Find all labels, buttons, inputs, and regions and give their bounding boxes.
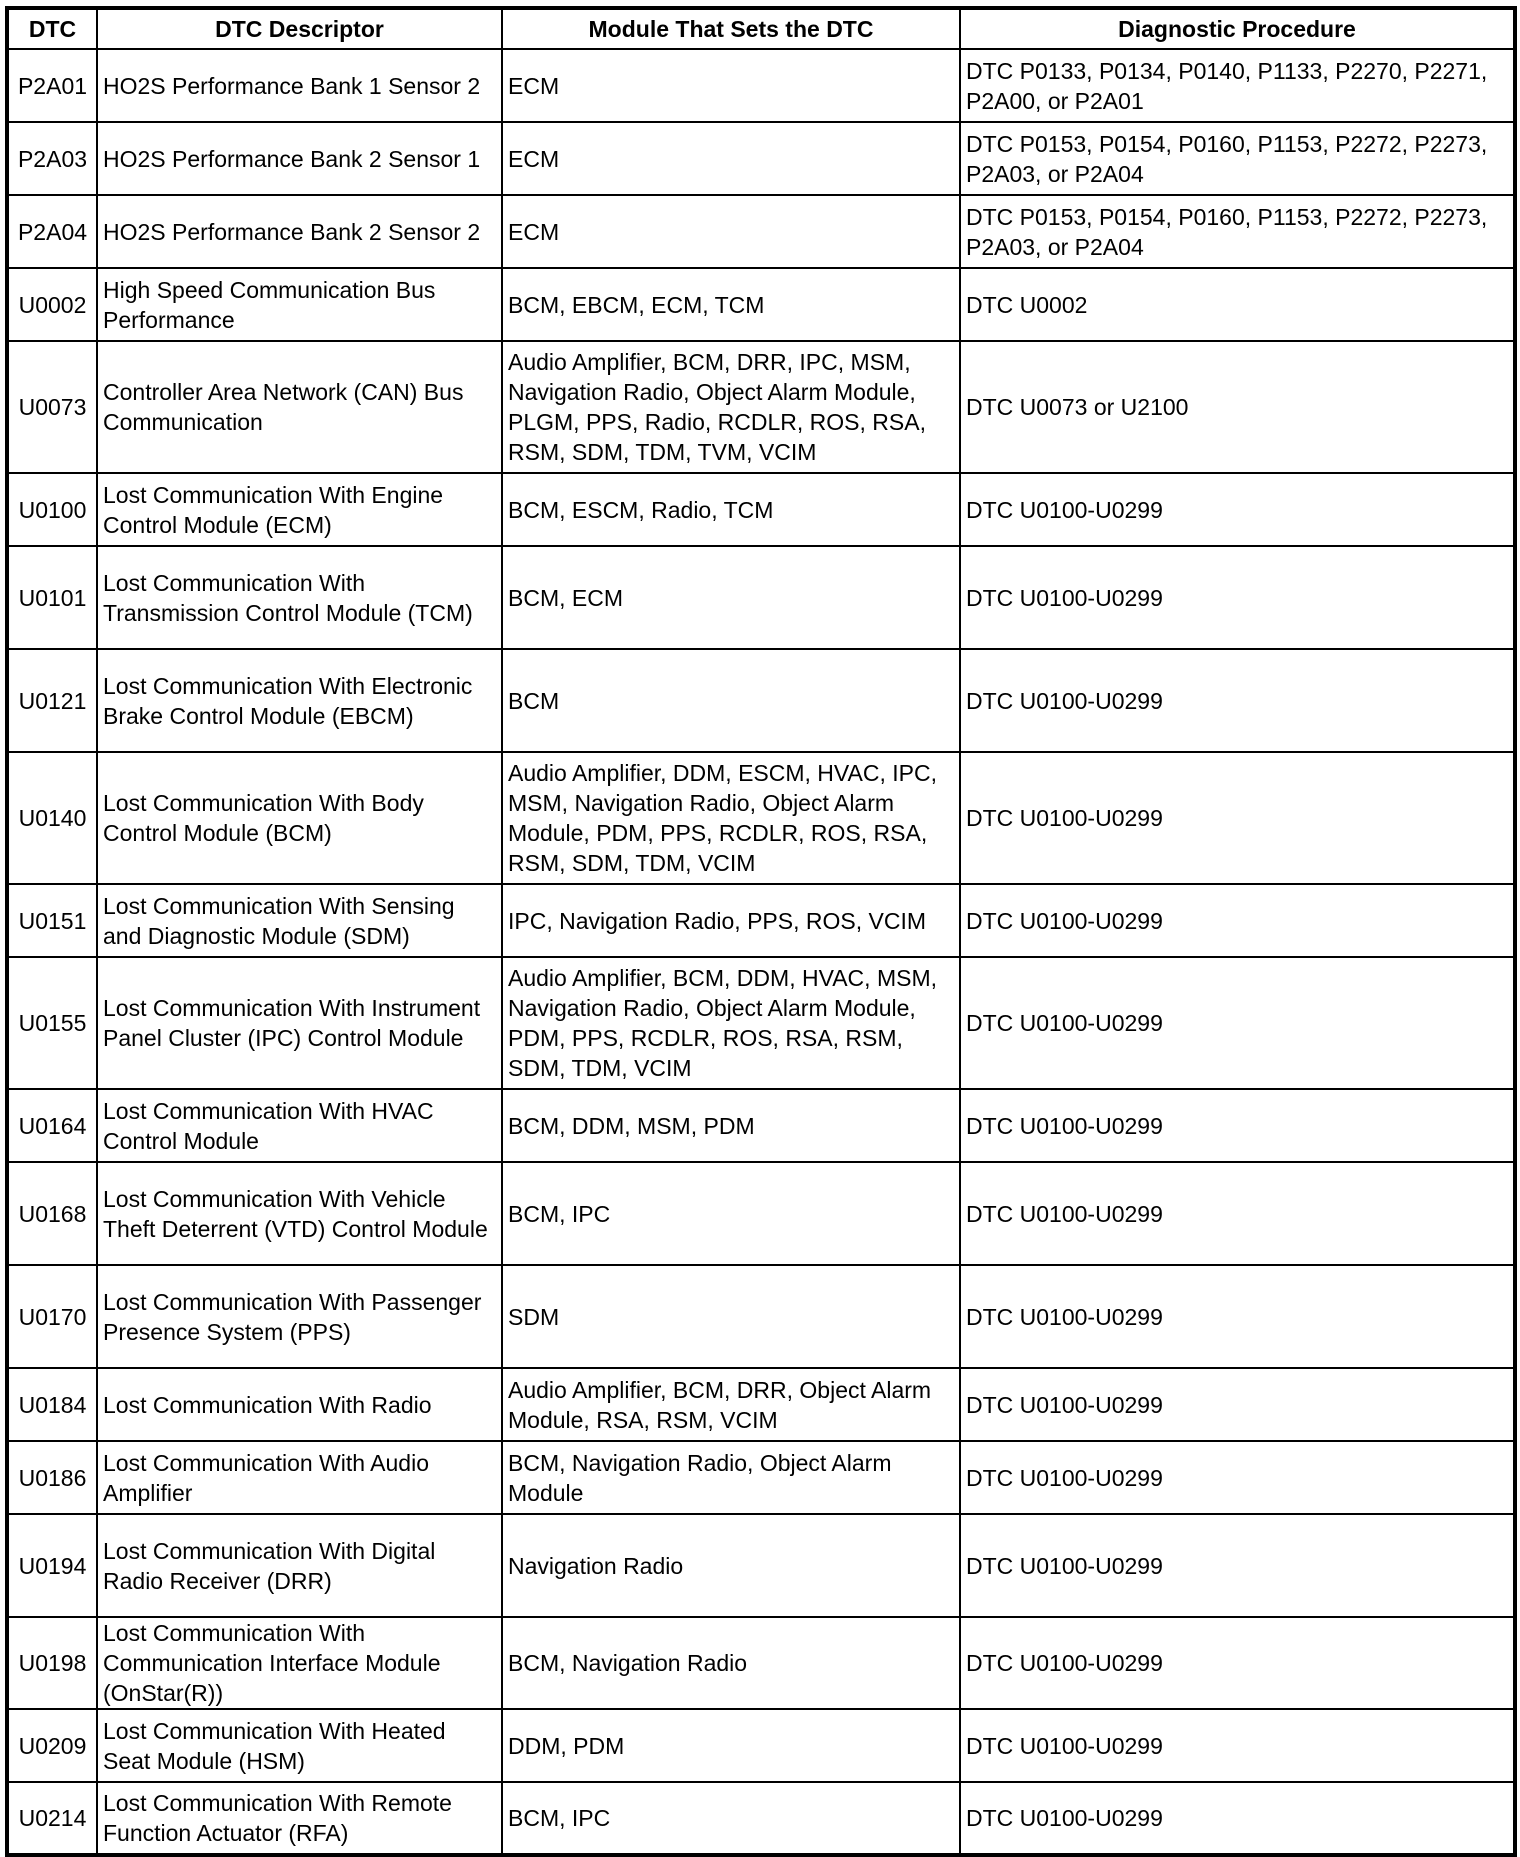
table-row [7, 1782, 1515, 1855]
diagnostic-procedure: DTC U0073 or U2100 [960, 341, 1515, 473]
diagnostic-procedure: DTC U0100-U0299 [960, 1368, 1515, 1441]
diagnostic-procedure: DTC U0100-U0299 [960, 1089, 1515, 1162]
dtc-descriptor: Lost Communication With Audio Amplifier [97, 1441, 502, 1514]
table-row [7, 1514, 1515, 1617]
dtc-code: U0198 [7, 1617, 97, 1709]
dtc-descriptor: HO2S Performance Bank 2 Sensor 2 [97, 195, 502, 268]
setting-module: BCM, ESCM, Radio, TCM [502, 473, 960, 546]
setting-module: BCM, Navigation Radio, Object Alarm Module [502, 1441, 960, 1514]
table-row [7, 1089, 1515, 1162]
dtc-descriptor: Lost Communication With Engine Control Module (ECM) [97, 473, 502, 546]
dtc-descriptor: Controller Area Network (CAN) Bus Communication [97, 341, 502, 473]
table-row [7, 49, 1515, 122]
table-row [7, 957, 1515, 1089]
dtc-descriptor: Lost Communication With Body Control Module (BCM) [97, 752, 502, 884]
setting-module: Audio Amplifier, BCM, DRR, IPC, MSM, Navigation Radio, Object Alarm Module, PLGM, PPS, Radio, RCDLR, ROS, RSA, RSM, SDM, TDM, TVM, VCIM [502, 341, 960, 473]
dtc-descriptor: Lost Communication With Communication Interface Module (OnStar(R)) [97, 1617, 502, 1709]
dtc-table [5, 6, 1517, 1857]
diagnostic-procedure: DTC U0100-U0299 [960, 957, 1515, 1089]
dtc-descriptor: Lost Communication With Passenger Presence System (PPS) [97, 1265, 502, 1368]
dtc-descriptor: Lost Communication With Electronic Brake Control Module (EBCM) [97, 649, 502, 752]
dtc-code: U0186 [7, 1441, 97, 1514]
header-row [7, 8, 1515, 49]
dtc-code: U0002 [7, 268, 97, 341]
dtc-code: P2A04 [7, 195, 97, 268]
table-row [7, 649, 1515, 752]
table-row [7, 341, 1515, 473]
setting-module: IPC, Navigation Radio, PPS, ROS, VCIM [502, 884, 960, 957]
dtc-descriptor: Lost Communication With Heated Seat Module (HSM) [97, 1709, 502, 1782]
dtc-descriptor: Lost Communication With Transmission Control Module (TCM) [97, 546, 502, 649]
dtc-code: U0140 [7, 752, 97, 884]
diagnostic-procedure: DTC U0100-U0299 [960, 752, 1515, 884]
dtc-code: U0101 [7, 546, 97, 649]
dtc-code: P2A01 [7, 49, 97, 122]
dtc-code: U0170 [7, 1265, 97, 1368]
diagnostic-procedure: DTC U0100-U0299 [960, 1162, 1515, 1265]
table-row [7, 752, 1515, 884]
dtc-code: U0151 [7, 884, 97, 957]
diagnostic-procedure: DTC U0100-U0299 [960, 1782, 1515, 1855]
dtc-code: U0194 [7, 1514, 97, 1617]
diagnostic-procedure: DTC U0002 [960, 268, 1515, 341]
dtc-code: U0164 [7, 1089, 97, 1162]
table-row [7, 1617, 1515, 1709]
table-row [7, 268, 1515, 341]
dtc-descriptor: Lost Communication With Instrument Panel Cluster (IPC) Control Module [97, 957, 502, 1089]
dtc-descriptor: HO2S Performance Bank 1 Sensor 2 [97, 49, 502, 122]
setting-module: BCM, IPC [502, 1782, 960, 1855]
setting-module: ECM [502, 195, 960, 268]
table-row [7, 195, 1515, 268]
dtc-code: U0168 [7, 1162, 97, 1265]
setting-module: Audio Amplifier, BCM, DDM, HVAC, MSM, Navigation Radio, Object Alarm Module, PDM, PPS, RCDLR, ROS, RSA, RSM, SDM, TDM, VCIM [502, 957, 960, 1089]
dtc-descriptor: Lost Communication With Radio [97, 1368, 502, 1441]
setting-module: ECM [502, 49, 960, 122]
setting-module: ECM [502, 122, 960, 195]
dtc-descriptor: Lost Communication With Vehicle Theft Deterrent (VTD) Control Module [97, 1162, 502, 1265]
diagnostic-procedure: DTC U0100-U0299 [960, 473, 1515, 546]
setting-module: Audio Amplifier, DDM, ESCM, HVAC, IPC, MSM, Navigation Radio, Object Alarm Module, PDM, PPS, RCDLR, ROS, RSA, RSM, SDM, TDM, VCIM [502, 752, 960, 884]
setting-module: BCM, Navigation Radio [502, 1617, 960, 1709]
header-descriptor: DTC Descriptor [97, 8, 502, 49]
table-row [7, 1162, 1515, 1265]
diagnostic-procedure: DTC U0100-U0299 [960, 1709, 1515, 1782]
dtc-code: P2A03 [7, 122, 97, 195]
dtc-descriptor: Lost Communication With Digital Radio Receiver (DRR) [97, 1514, 502, 1617]
dtc-descriptor: Lost Communication With Sensing and Diagnostic Module (SDM) [97, 884, 502, 957]
dtc-code: U0073 [7, 341, 97, 473]
table-row [7, 1368, 1515, 1441]
diagnostic-procedure: DTC U0100-U0299 [960, 1514, 1515, 1617]
diagnostic-procedure: DTC U0100-U0299 [960, 1617, 1515, 1709]
dtc-code: U0121 [7, 649, 97, 752]
diagnostic-procedure: DTC U0100-U0299 [960, 546, 1515, 649]
setting-module: BCM [502, 649, 960, 752]
dtc-code: U0214 [7, 1782, 97, 1855]
header-dtc: DTC [7, 8, 97, 49]
diagnostic-procedure: DTC P0153, P0154, P0160, P1153, P2272, P2273, P2A03, or P2A04 [960, 122, 1515, 195]
setting-module: BCM, DDM, MSM, PDM [502, 1089, 960, 1162]
setting-module: Audio Amplifier, BCM, DRR, Object Alarm Module, RSA, RSM, VCIM [502, 1368, 960, 1441]
dtc-descriptor: Lost Communication With Remote Function Actuator (RFA) [97, 1782, 502, 1855]
diagnostic-procedure: DTC U0100-U0299 [960, 649, 1515, 752]
diagnostic-procedure: DTC U0100-U0299 [960, 1265, 1515, 1368]
table-row [7, 884, 1515, 957]
diagnostic-procedure: DTC P0153, P0154, P0160, P1153, P2272, P2273, P2A03, or P2A04 [960, 195, 1515, 268]
dtc-code: U0209 [7, 1709, 97, 1782]
setting-module: BCM, ECM [502, 546, 960, 649]
dtc-descriptor: Lost Communication With HVAC Control Module [97, 1089, 502, 1162]
dtc-descriptor: HO2S Performance Bank 2 Sensor 1 [97, 122, 502, 195]
dtc-code: U0184 [7, 1368, 97, 1441]
setting-module: DDM, PDM [502, 1709, 960, 1782]
diagnostic-procedure: DTC U0100-U0299 [960, 1441, 1515, 1514]
table-row [7, 546, 1515, 649]
table-row [7, 1265, 1515, 1368]
dtc-code: U0100 [7, 473, 97, 546]
table-row [7, 473, 1515, 546]
table-row [7, 122, 1515, 195]
header-module: Module That Sets the DTC [502, 8, 960, 49]
setting-module: SDM [502, 1265, 960, 1368]
table-row [7, 1441, 1515, 1514]
header-procedure: Diagnostic Procedure [960, 8, 1515, 49]
diagnostic-procedure: DTC U0100-U0299 [960, 884, 1515, 957]
setting-module: BCM, IPC [502, 1162, 960, 1265]
table-row [7, 1709, 1515, 1782]
dtc-descriptor: High Speed Communication Bus Performance [97, 268, 502, 341]
dtc-code: U0155 [7, 957, 97, 1089]
setting-module: Navigation Radio [502, 1514, 960, 1617]
setting-module: BCM, EBCM, ECM, TCM [502, 268, 960, 341]
diagnostic-procedure: DTC P0133, P0134, P0140, P1133, P2270, P2271, P2A00, or P2A01 [960, 49, 1515, 122]
